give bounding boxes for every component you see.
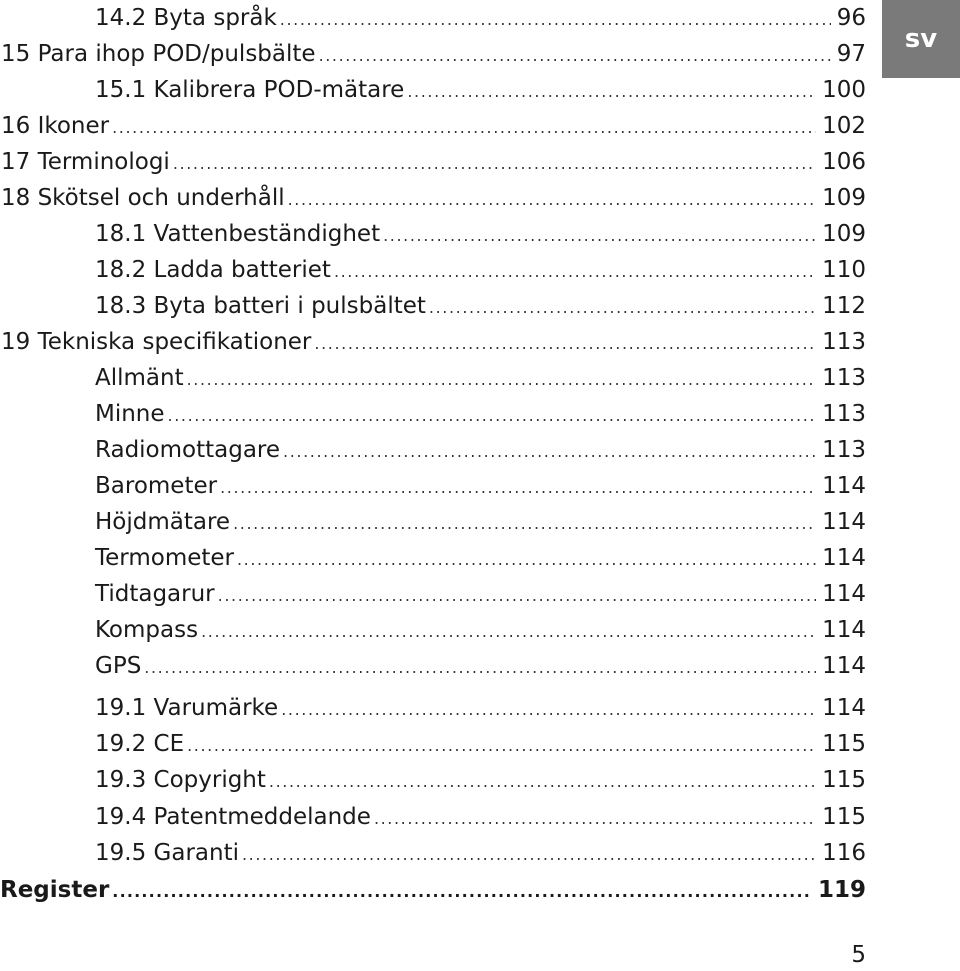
toc-entry[interactable] bbox=[0, 288, 866, 324]
toc-entry[interactable] bbox=[0, 144, 866, 180]
toc-entry-title: 18.2 Ladda batteriet bbox=[95, 257, 331, 283]
toc-entry-page: 113 bbox=[822, 401, 866, 427]
toc-dot-leader bbox=[407, 74, 816, 110]
toc-entry-page: 119 bbox=[817, 877, 866, 903]
toc-dot-leader bbox=[319, 38, 831, 74]
toc-entry[interactable] bbox=[0, 835, 866, 871]
toc-entry-register[interactable] bbox=[0, 872, 866, 908]
toc-entry-page: 100 bbox=[822, 77, 866, 103]
toc-dot-leader bbox=[281, 692, 816, 728]
toc-entry[interactable] bbox=[0, 726, 866, 762]
toc-entry[interactable] bbox=[0, 576, 866, 612]
toc-entry-page: 97 bbox=[836, 41, 866, 67]
toc-dot-leader bbox=[144, 650, 816, 686]
toc-entry-page: 114 bbox=[822, 581, 866, 607]
toc-dot-leader bbox=[220, 470, 816, 506]
toc-entry-page: 115 bbox=[822, 767, 866, 793]
toc-entry-page: 106 bbox=[822, 149, 866, 175]
toc-dot-leader bbox=[112, 110, 816, 146]
toc-dot-leader bbox=[168, 398, 817, 434]
toc-entry-title: 18 Skötsel och underhåll bbox=[1, 185, 285, 211]
toc-entry[interactable] bbox=[0, 799, 866, 835]
toc-entry[interactable] bbox=[0, 540, 866, 576]
toc-entry-page: 114 bbox=[822, 473, 866, 499]
toc-entry-page: 102 bbox=[822, 113, 866, 139]
toc-entry-page: 114 bbox=[822, 545, 866, 571]
toc-entry-title: 15.1 Kalibrera POD-mätare bbox=[95, 77, 405, 103]
toc-entry-title: 18.1 Vattenbeständighet bbox=[95, 221, 381, 247]
toc-entry-title: 16 Ikoner bbox=[1, 113, 110, 139]
toc-entry-title: 17 Terminologi bbox=[1, 149, 170, 175]
toc-entry-page: 116 bbox=[822, 840, 866, 866]
toc-entry[interactable] bbox=[0, 324, 866, 360]
toc-dot-leader bbox=[233, 506, 816, 542]
toc-dot-leader bbox=[280, 2, 831, 38]
toc-entry-page: 109 bbox=[822, 185, 866, 211]
toc-entry-title: 15 Para ihop POD/pulsbälte bbox=[1, 41, 316, 67]
toc-entry-page: 110 bbox=[822, 257, 866, 283]
toc-entry[interactable] bbox=[0, 468, 866, 504]
toc-entry[interactable] bbox=[0, 72, 866, 108]
toc-entry-page: 113 bbox=[822, 437, 866, 463]
language-code: sv bbox=[904, 24, 938, 54]
toc-entry-title: 19.1 Varumärke bbox=[95, 695, 279, 721]
toc-entry[interactable] bbox=[0, 396, 866, 432]
toc-dot-leader bbox=[218, 578, 816, 614]
toc-entry-page: 115 bbox=[822, 731, 866, 757]
toc-dot-leader bbox=[112, 874, 812, 910]
toc-entry-title: GPS bbox=[95, 653, 142, 679]
toc-entry-title: 18.3 Byta batteri i pulsbältet bbox=[95, 293, 426, 319]
toc-entry[interactable] bbox=[0, 690, 866, 726]
toc-entry[interactable] bbox=[0, 216, 866, 252]
toc-entry-title: Radiomottagare bbox=[95, 437, 281, 463]
toc-entry-title: Minne bbox=[95, 401, 165, 427]
toc-dot-leader bbox=[283, 434, 816, 470]
toc-dot-leader bbox=[383, 218, 816, 254]
toc-entry-page: 114 bbox=[822, 695, 866, 721]
page-number: 5 bbox=[851, 942, 866, 968]
toc-dot-leader bbox=[314, 326, 816, 362]
toc-entry-title: Register bbox=[0, 877, 110, 903]
toc-dot-leader bbox=[237, 542, 816, 578]
language-tab bbox=[882, 0, 960, 78]
toc-entry-title: Kompass bbox=[95, 617, 199, 643]
toc-dot-leader bbox=[288, 182, 816, 218]
toc-entry-page: 113 bbox=[822, 329, 866, 355]
toc-entry-page: 114 bbox=[822, 653, 866, 679]
toc-dot-leader bbox=[173, 146, 816, 182]
toc-entry[interactable] bbox=[0, 504, 866, 540]
toc-entry-title: 19 Tekniska specifikationer bbox=[1, 329, 312, 355]
toc-entry-page: 96 bbox=[836, 5, 866, 31]
toc-entry-page: 115 bbox=[822, 804, 866, 830]
toc-entry[interactable] bbox=[0, 108, 866, 144]
toc-entry-title: 19.2 CE bbox=[95, 731, 185, 757]
toc-entry[interactable] bbox=[0, 612, 866, 648]
toc-dot-leader bbox=[201, 614, 816, 650]
toc-entry[interactable] bbox=[0, 360, 866, 396]
toc-dot-leader bbox=[187, 728, 816, 764]
toc-entry-page: 113 bbox=[822, 365, 866, 391]
toc-entry[interactable] bbox=[0, 252, 866, 288]
toc-entry[interactable] bbox=[0, 180, 866, 216]
toc-entry-title: Höjdmätare bbox=[95, 509, 231, 535]
toc-entry[interactable] bbox=[0, 0, 866, 36]
toc-entry-page: 114 bbox=[822, 509, 866, 535]
toc-entry-title: 19.3 Copyright bbox=[95, 767, 266, 793]
toc-entry[interactable] bbox=[0, 36, 866, 72]
toc-entry-title: 19.4 Patentmeddelande bbox=[95, 804, 371, 830]
toc-entry[interactable] bbox=[0, 648, 866, 684]
toc-entry-page: 109 bbox=[822, 221, 866, 247]
toc-entry-title: Tidtagarur bbox=[95, 581, 215, 607]
toc-entry-title: Barometer bbox=[95, 473, 218, 499]
toc-entry-title: 19.5 Garanti bbox=[95, 840, 239, 866]
toc-entry-page: 114 bbox=[822, 617, 866, 643]
toc-entry[interactable] bbox=[0, 432, 866, 468]
toc-entry-page: 112 bbox=[822, 293, 866, 319]
toc-dot-leader bbox=[429, 290, 816, 326]
toc-entry-title: Allmänt bbox=[95, 365, 184, 391]
toc-dot-leader bbox=[269, 764, 816, 800]
toc-dot-leader bbox=[242, 837, 816, 873]
toc-entry[interactable] bbox=[0, 762, 866, 798]
toc-dot-leader bbox=[334, 254, 816, 290]
toc-dot-leader bbox=[374, 801, 816, 837]
toc-dot-leader bbox=[187, 362, 816, 398]
toc-entry-title: 14.2 Byta språk bbox=[95, 5, 277, 31]
toc-entry-title: Termometer bbox=[95, 545, 234, 571]
